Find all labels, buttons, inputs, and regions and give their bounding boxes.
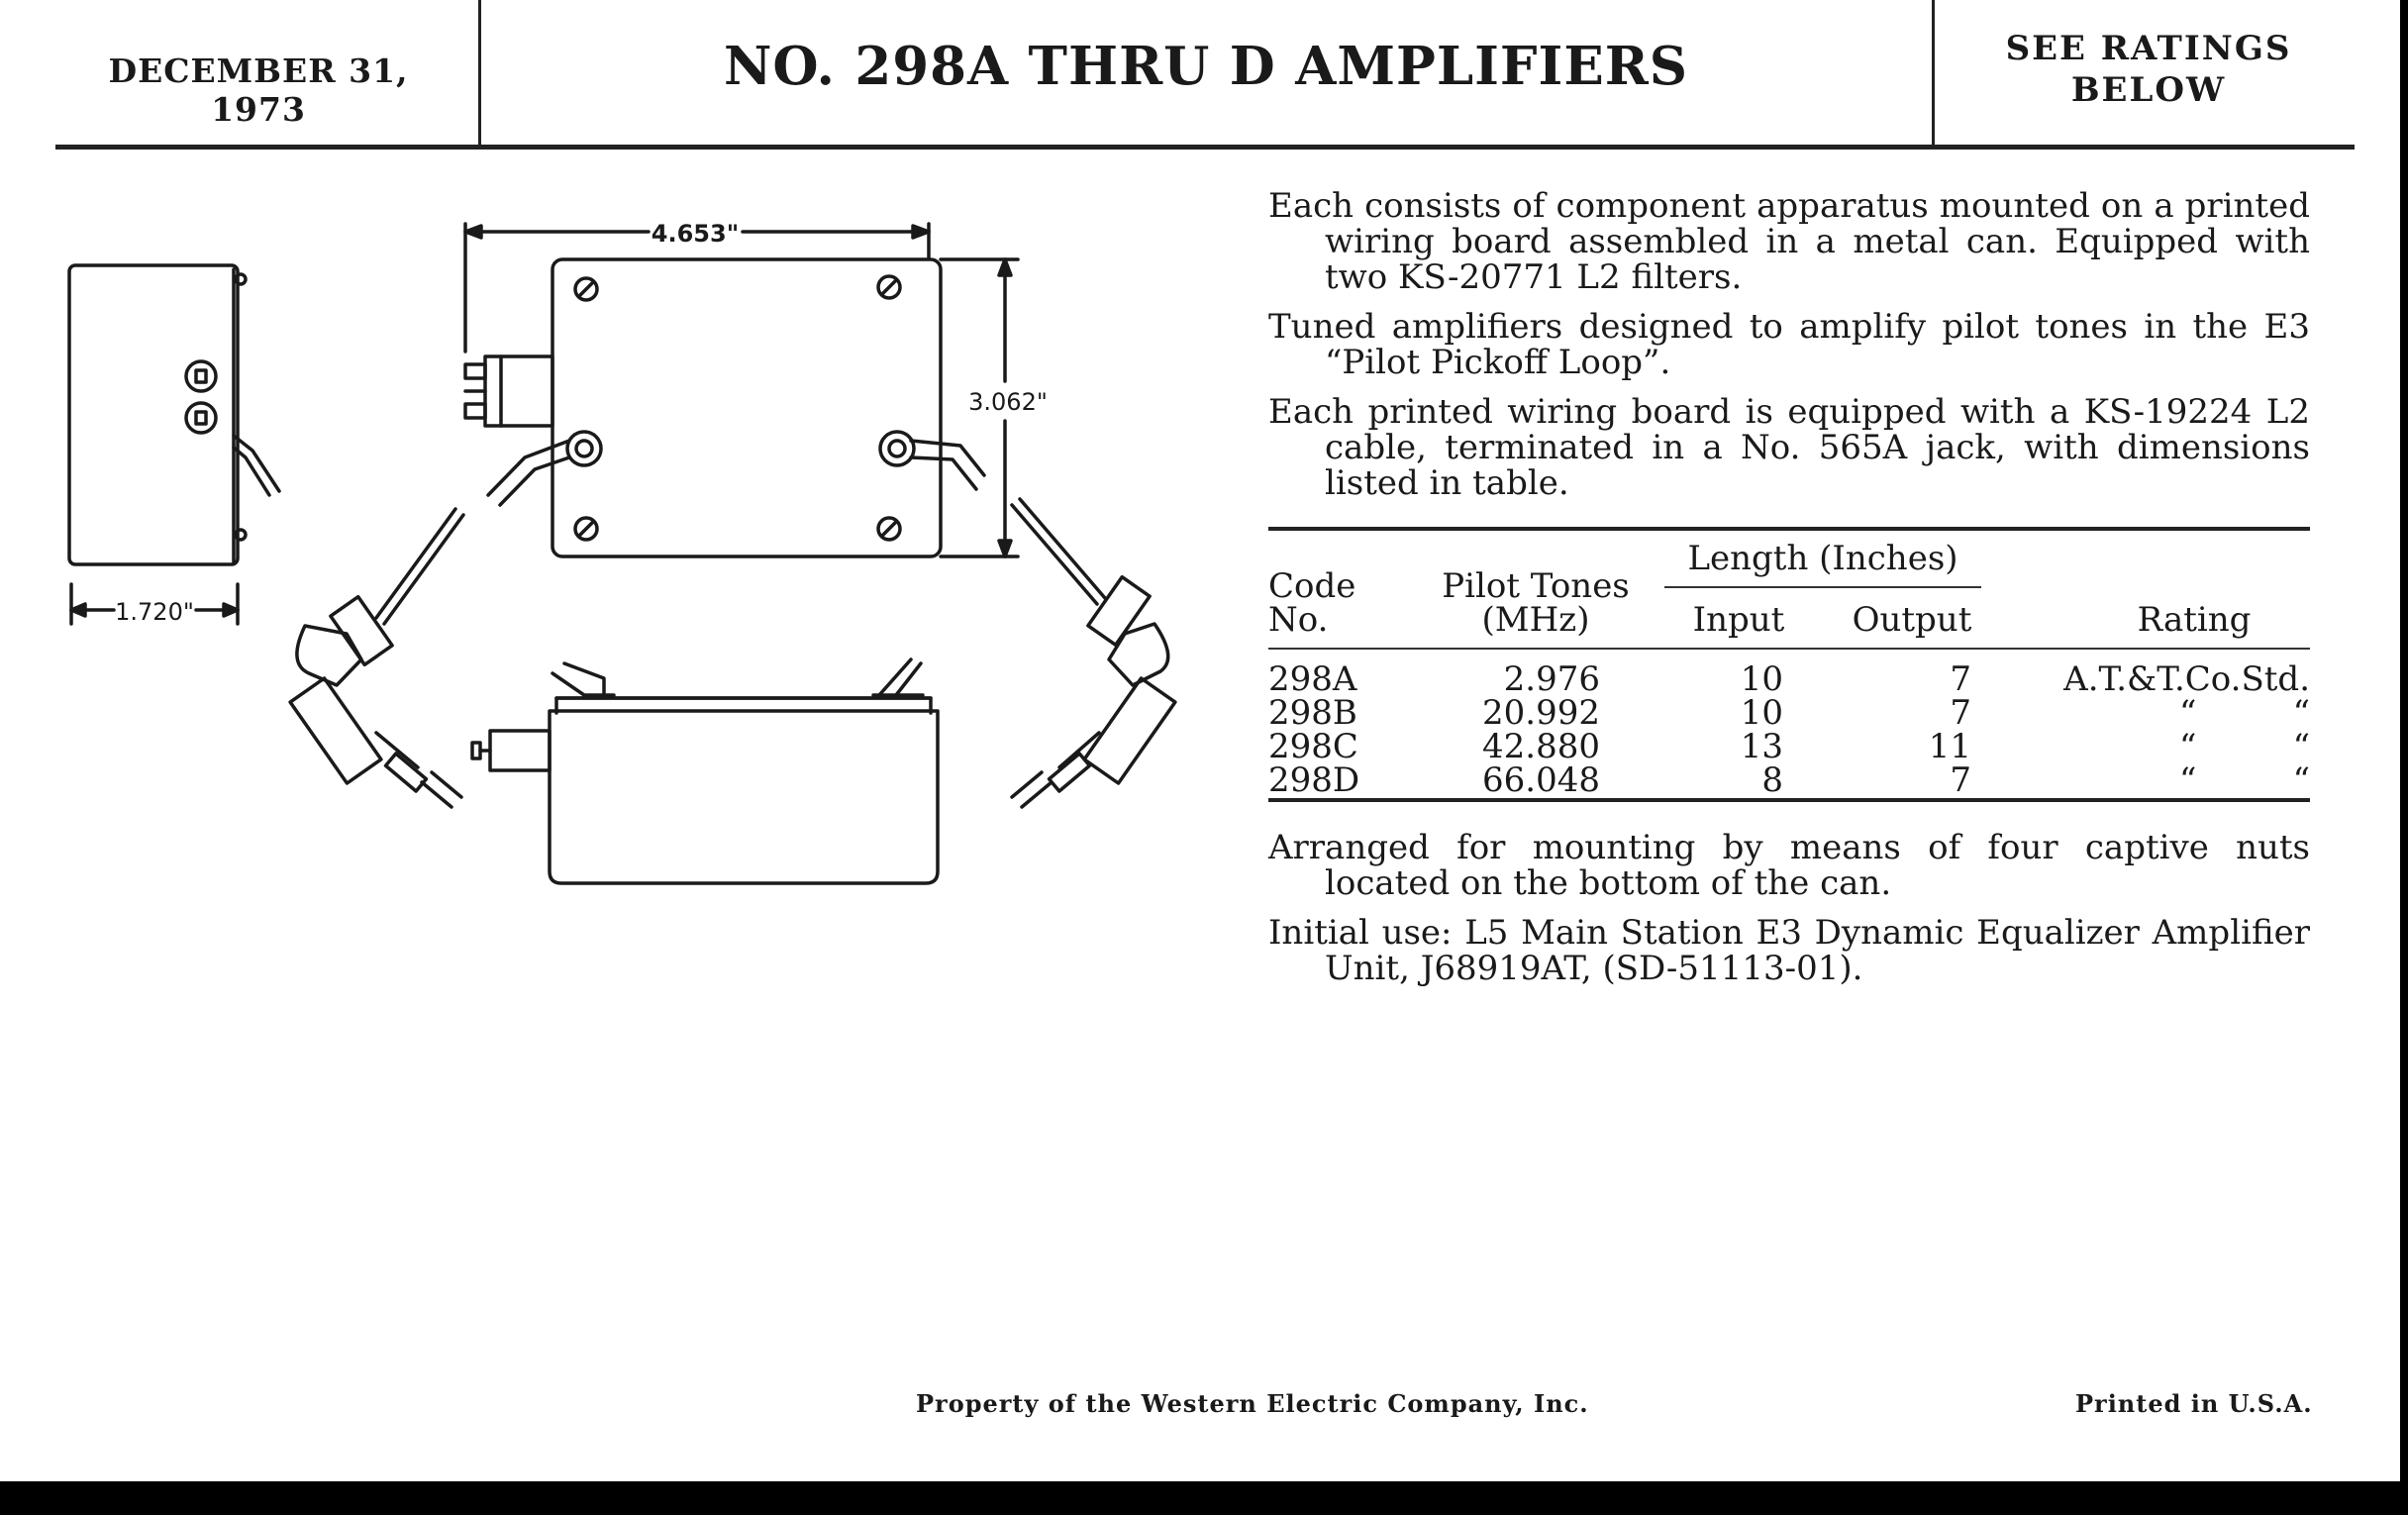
cell-code: 298A — [1268, 659, 1357, 699]
header-pilot-tones: Pilot Tones — [1442, 566, 1630, 606]
cell-input: 10 — [1740, 659, 1783, 699]
spec-table — [1268, 527, 2310, 802]
cell-rating: “ “ — [2178, 760, 2310, 800]
header-rule — [55, 145, 2355, 150]
footer-printed: Printed in U.S.A. — [2075, 1389, 2313, 1418]
note-paragraph: Initial use: L5 Main Station E3 Dynamic Equalizer Amplifier Unit, J68919AT, (SD-51113-01). — [1268, 913, 2310, 988]
dim-depth-label: 1.720" — [115, 598, 194, 626]
page-title: NO. 298A THRU D AMPLIFIERS — [723, 36, 1689, 97]
header-length-rule — [1664, 586, 1981, 588]
cell-input: 13 — [1740, 727, 1783, 766]
header-date: DECEMBER 31, 1973 — [108, 51, 409, 129]
right-cable-jack — [1012, 499, 1175, 807]
header-rating-line2: BELOW — [2070, 70, 2227, 110]
description-paragraph: Each printed wiring board is equipped with a KS-19224 L2 cable, terminated in a No. 565A jack, with dimensions listed in table. — [1268, 392, 2310, 503]
description-paragraph: Tuned amplifiers designed to amplify pilot tones in the E3 “Pilot Pickoff Loop”. — [1268, 307, 2310, 382]
header-rating-line1: SEE RATINGS — [2005, 29, 2292, 68]
description — [1268, 188, 2310, 515]
cell-rating: A.T.&T.Co.Std. — [2063, 659, 2310, 699]
top-view — [465, 259, 984, 556]
cell-output: 7 — [1950, 659, 1971, 699]
header-length: Length (Inches) — [1687, 539, 1958, 578]
amplifier-drawing — [50, 198, 1218, 911]
cell-code: 298B — [1268, 693, 1357, 733]
table-row — [1268, 727, 2310, 766]
header-output: Output — [1852, 600, 1972, 640]
table-header — [1268, 531, 2310, 648]
cell-code: 298D — [1268, 760, 1360, 800]
table-body — [1268, 650, 2310, 798]
side-view — [69, 265, 279, 564]
header-pilot-unit: (MHz) — [1481, 600, 1590, 640]
dim-height-label: 3.062" — [968, 388, 1048, 416]
cell-pilot: 66.048 — [1482, 760, 1600, 800]
note-paragraph: Arranged for mounting by means of four captive nuts located on the bottom of the can. — [1268, 828, 2310, 903]
cell-input: 10 — [1740, 693, 1783, 733]
scan-edge-bottom — [0, 1481, 2408, 1515]
cell-output: 11 — [1928, 727, 1971, 766]
table-row — [1268, 659, 2310, 699]
cell-output: 7 — [1950, 693, 1971, 733]
header-rating: Rating — [2137, 600, 2252, 640]
header-divider-left — [478, 0, 481, 145]
description-paragraph: Each consists of component apparatus mounted on a printed wiring board assembled in a metal can. Equipped with two KS-20771 L2 filters. — [1268, 186, 2310, 297]
cell-code: 298C — [1268, 727, 1358, 766]
footer-property: Property of the Western Electric Company, Inc. — [916, 1389, 1589, 1418]
cell-input: 8 — [1761, 760, 1783, 800]
table-row — [1268, 760, 2310, 800]
cell-pilot: 2.976 — [1503, 659, 1600, 699]
notes — [1268, 830, 2310, 1000]
header-code: Code — [1268, 566, 1356, 606]
header-code-no: No. — [1268, 600, 1329, 640]
front-view — [472, 659, 938, 883]
header-divider-right — [1932, 0, 1935, 145]
header-rating-note — [1941, 28, 2357, 111]
cell-pilot: 20.992 — [1482, 693, 1600, 733]
dim-width-label: 4.653" — [651, 220, 740, 248]
cell-rating: “ “ — [2178, 727, 2310, 766]
header-input: Input — [1692, 600, 1785, 640]
cell-rating: “ “ — [2178, 693, 2310, 733]
scan-edge-right — [2400, 0, 2408, 1515]
table-row — [1268, 693, 2310, 733]
cell-output: 7 — [1950, 760, 1971, 800]
cell-pilot: 42.880 — [1482, 727, 1600, 766]
left-cable-jack — [290, 509, 463, 807]
